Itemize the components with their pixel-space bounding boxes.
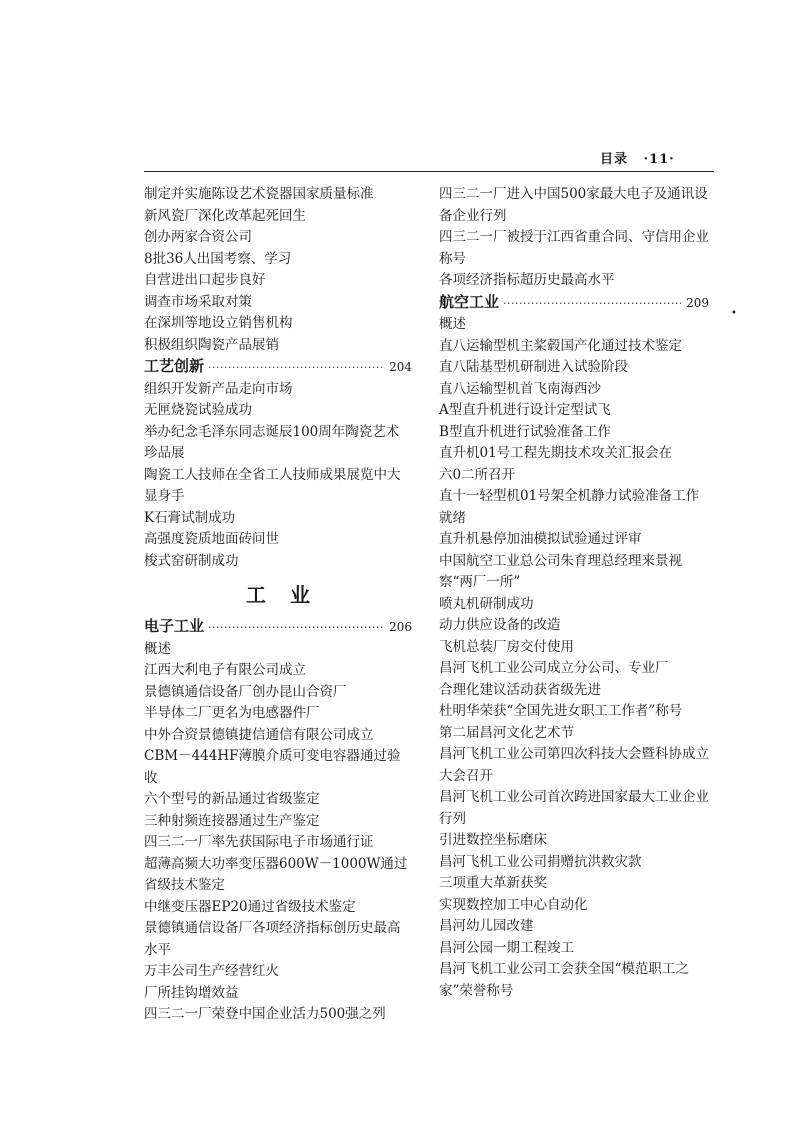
toc-entry: 景德镇通信设备厂各项经济指标创历史最高水平 <box>144 920 401 958</box>
toc-entry: 中继变压器EP20通过省级技术鉴定 <box>144 898 356 915</box>
toc-entry: 昌河飞机工业公司捐赠抗洪救灾款 <box>439 853 642 870</box>
toc-entry: 超薄高频大功率变压器600W－1000W通过省级技术鉴定 <box>144 855 408 893</box>
margin-mark: • <box>731 308 737 319</box>
running-head-page: ·11· <box>643 152 675 167</box>
dot-leader <box>208 617 385 639</box>
section-title: 工艺创新 <box>144 357 205 375</box>
toc-entry: K石膏试制成功 <box>144 509 236 526</box>
toc-entry: 昌河飞机工业公司成立分公司、专业厂 <box>439 660 669 676</box>
toc-entry: 昌河幼儿园改建 <box>439 918 534 934</box>
toc-entry: 飞机总装厂房交付使用 <box>439 638 574 655</box>
toc-section-heading <box>439 292 709 315</box>
toc-entry: 高强度瓷质地面砖问世 <box>144 531 279 547</box>
toc-entry: 动力供应设备的改造 <box>439 617 561 633</box>
toc-left-column <box>144 184 412 1026</box>
toc-entry: 三种射频连接器通过生产鉴定 <box>144 812 320 829</box>
section-title: 航空工业 <box>439 292 500 311</box>
toc-entry: 四三二一厂荣登中国企业活力500强之列 <box>144 1006 386 1022</box>
running-head <box>600 148 675 167</box>
toc-entry: 六个型号的新品通过省级鉴定 <box>144 791 320 807</box>
toc-entry: 新风瓷厂深化改革起死回生 <box>144 207 306 224</box>
toc-entry: 万丰公司生产经营红火 <box>144 963 279 979</box>
toc-entry: 直八运输型机主桨毂国产化通过技术鉴定 <box>439 337 682 354</box>
toc-entry: 第二届昌河文化艺术节 <box>439 724 574 741</box>
toc-entry: CBM－444HF薄膜介质可变电容器通过验收 <box>144 748 401 786</box>
toc-entry: 江西大利电子有限公司成立 <box>144 662 306 678</box>
toc-entry: 梭式窑研制成功 <box>144 552 239 569</box>
toc-entry: 中国航空工业总公司朱育理总经理来景视察“两厂一所” <box>439 552 682 590</box>
running-head-section: 目录 <box>600 152 629 167</box>
toc-entry: 直八运输型机首飞南海西沙 <box>439 380 601 397</box>
toc-part-heading: 工业 <box>246 583 334 607</box>
toc-entry: 合理化建议活动获省级先进 <box>439 681 601 698</box>
toc-entry: 四三二一厂率先获国际电子市场通行证 <box>144 834 374 850</box>
toc-entry: 直升机01号工程先期技术攻关汇报会在 <box>439 445 673 461</box>
header-rule <box>144 171 714 172</box>
toc-entry: 概述 <box>439 316 466 332</box>
toc-entry: 直八陆基型机研制进入试验阶段 <box>439 359 628 375</box>
toc-entry: 制定并实施陈设艺术瓷器国家质量标准 <box>144 186 374 202</box>
toc-entry: 昌河飞机工业公司第四次科技大会暨科协成立大会召开 <box>439 746 709 784</box>
toc-entry: 8批36人出国考察、学习 <box>144 250 292 267</box>
toc-entry: 四三二一厂进入中国500家最大电子及通讯设备企业行列 <box>439 186 708 224</box>
toc-entry: 昌河飞机工业公司工会获全国“模范职工之家”荣誉称号 <box>439 961 689 999</box>
toc-entry: 创办两家合资公司 <box>144 229 252 245</box>
toc-entry: 昌河飞机工业公司首次跨进国家最大工业企业行列 <box>439 789 709 827</box>
dot-leader <box>208 357 385 379</box>
toc-entry: 引进数控坐标磨床 <box>439 832 547 848</box>
toc-entry: 调查市场采取对策 <box>144 293 252 310</box>
toc-entry: A型直升机进行设计定型试飞 <box>439 402 611 418</box>
toc-entry: 陶瓷工人技师在全省工人技师成果展览中大显身手 <box>144 466 401 504</box>
toc-entry: 喷丸机研制成功 <box>439 595 534 612</box>
toc-entry: 四三二一厂被授于江西省重合同、守信用企业称号 <box>439 229 709 267</box>
toc-entry: 无匣烧瓷试验成功 <box>144 402 252 418</box>
toc-entry: 自营进出口起步良好 <box>144 272 266 288</box>
section-page-number: 204 <box>389 360 412 374</box>
toc-entry: 厂所挂钩增效益 <box>144 984 239 1001</box>
toc-section-heading <box>144 356 412 379</box>
toc-entry: 景德镇通信设备厂创办昆山合资厂 <box>144 683 347 700</box>
dot-leader <box>503 293 682 315</box>
toc-entry: 半导体二厂更名为电感器件厂 <box>144 705 320 721</box>
section-page-number: 206 <box>389 620 412 634</box>
section-title: 电子工业 <box>144 617 205 635</box>
toc-entry: 直十一轻型机01号架全机静力试验准备工作就绪 <box>439 488 700 526</box>
toc-entry: 组织开发新产品走向市场 <box>144 380 293 397</box>
toc-entry: 杜明华荣获“全国先进女职工工作者”称号 <box>439 703 683 719</box>
toc-right-column <box>439 184 709 1002</box>
toc-entry: 概述 <box>144 640 171 657</box>
toc-entry: 举办纪念毛泽东同志诞辰100周年陶瓷艺术珍品展 <box>144 423 400 461</box>
toc-entry: 实现数控加工中心自动化 <box>439 896 588 913</box>
toc-section-heading <box>144 616 412 639</box>
toc-entry: 中外合资景德镇捷信通信有限公司成立 <box>144 726 374 743</box>
toc-entry: 三项重大革新获奖 <box>439 875 547 891</box>
toc-entry: 在深圳等地设立销售机构 <box>144 315 293 331</box>
toc-entry: 积极组织陶瓷产品展销 <box>144 336 279 353</box>
toc-entry: 直升机悬停加油模拟试验通过评审 <box>439 531 642 547</box>
section-page-number: 209 <box>686 295 709 310</box>
toc-entry: 六0二所召开 <box>439 466 516 483</box>
toc-entry: B型直升机进行试验准备工作 <box>439 423 611 440</box>
toc-entry: 昌河公园一期工程竣工 <box>439 939 574 956</box>
toc-entry: 各项经济指标超历史最高水平 <box>439 272 615 288</box>
